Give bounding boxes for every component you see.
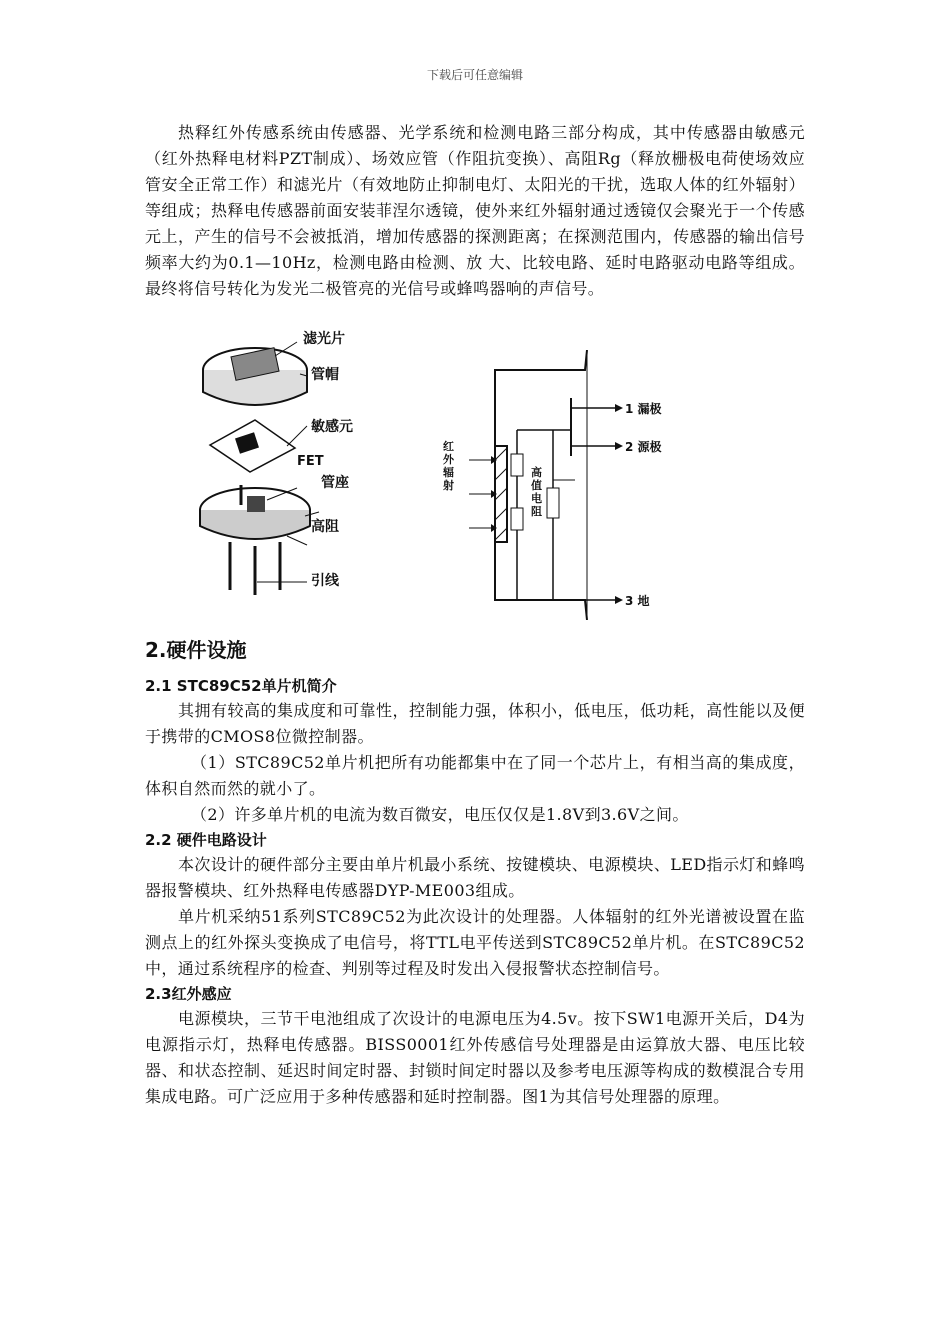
section-2-3-p1: 电源模块，三节干电池组成了次设计的电源电压为4.5v。按下SW1电源开关后，D4为电源指示灯，热释电传感器。BISS0001红外传感信号处理器是由运算放大器、电压比较器、和状态控制、延迟时间定时器、封锁时间定时器以及参考电压源等构成的数模混合专用集成电路。可广泛应用于多种传感器和延时控制器。图1为其信号处理器的原理。: [145, 1009, 805, 1106]
label-pin-drain: 1 漏极: [625, 402, 662, 416]
label-filter: 滤光片: [303, 331, 345, 347]
sensor-figure: [145, 320, 805, 620]
section-2-1-p3: （2）许多单片机的电流为数百微安，电压仅仅是1.8V到3.6V之间。: [191, 805, 689, 824]
label-pin-ground: 3 地: [625, 594, 650, 608]
document-body: [145, 120, 805, 1110]
label-high-resistor: 高值电阻: [531, 466, 542, 518]
section-2-2-p1: 本次设计的硬件部分主要由单片机最小系统、按键模块、电源模块、LED指示灯和蜂鸣器报警模块、红外热释电传感器DYP-ME003组成。: [145, 855, 805, 900]
section-2-1-p1: 其拥有较高的集成度和可靠性，控制能力强，体积小，低电压，低功耗，高性能以及便于携带的CMOS8位微控制器。: [145, 701, 805, 746]
label-ir-radiation: 红外辐射: [443, 440, 454, 492]
label-pin-source: 2 源极: [625, 440, 662, 454]
section-2-2-title: 2.2 硬件电路设计: [145, 831, 267, 849]
label-element: 敏感元: [311, 419, 353, 435]
page-header: 下载后可任意编辑: [426, 68, 523, 82]
label-fet: FET: [297, 454, 324, 469]
section-2-1-title: 2.1 STC89C52单片机简介: [145, 677, 337, 695]
label-lead: 引线: [311, 573, 339, 589]
section-2-1-p2: （1）STC89C52单片机把所有功能都集中在了同一个芯片上，有相当高的集成度，体积自然而然的就小了。: [145, 753, 805, 798]
label-cap: 管帽: [311, 367, 339, 383]
intro-paragraph: 热释红外传感系统由传感器、光学系统和检测电路三部分构成，其中传感器由敏感元（红外热释电材料PZT制成）、场效应管（作阻抗变换）、高阻Rg（释放栅极电荷使场效应管安全正常工作）和滤光片（有效地防止抑制电灯、太阳光的干扰，选取人体的红外辐射）等组成；热释电传感器前面安装菲涅尔透镜，使外来红外辐射通过透镜仅会聚光于一个传感元上，产生的信号不会被抵消，增加传感器的探测距离；在探测范围内，传感器的输出信号频率大约为0.1—10Hz，检测电路由检测、放 大、比较电路、延时电路驱动电路等组成。最终将信号转化为发光二极管亮的光信号或蜂鸣器响的声信号。: [145, 123, 805, 298]
label-resistor: 高阻: [311, 519, 339, 535]
section-2-2-p2: 单片机采纳51系列STC89C52为此次设计的处理器。人体辐射的红外光谱被设置在监测点上的红外探头变换成了电信号，将TTL电平传送到STC89C52单片机。在STC89C52中，通过系统程序的检查、判别等过程及时发出入侵报警状态控制信号。: [145, 907, 805, 978]
section-2-title: 2.硬件设施: [145, 638, 247, 662]
label-base: 管座: [321, 475, 349, 491]
section-2-3-title: 2.3红外感应: [145, 985, 232, 1003]
